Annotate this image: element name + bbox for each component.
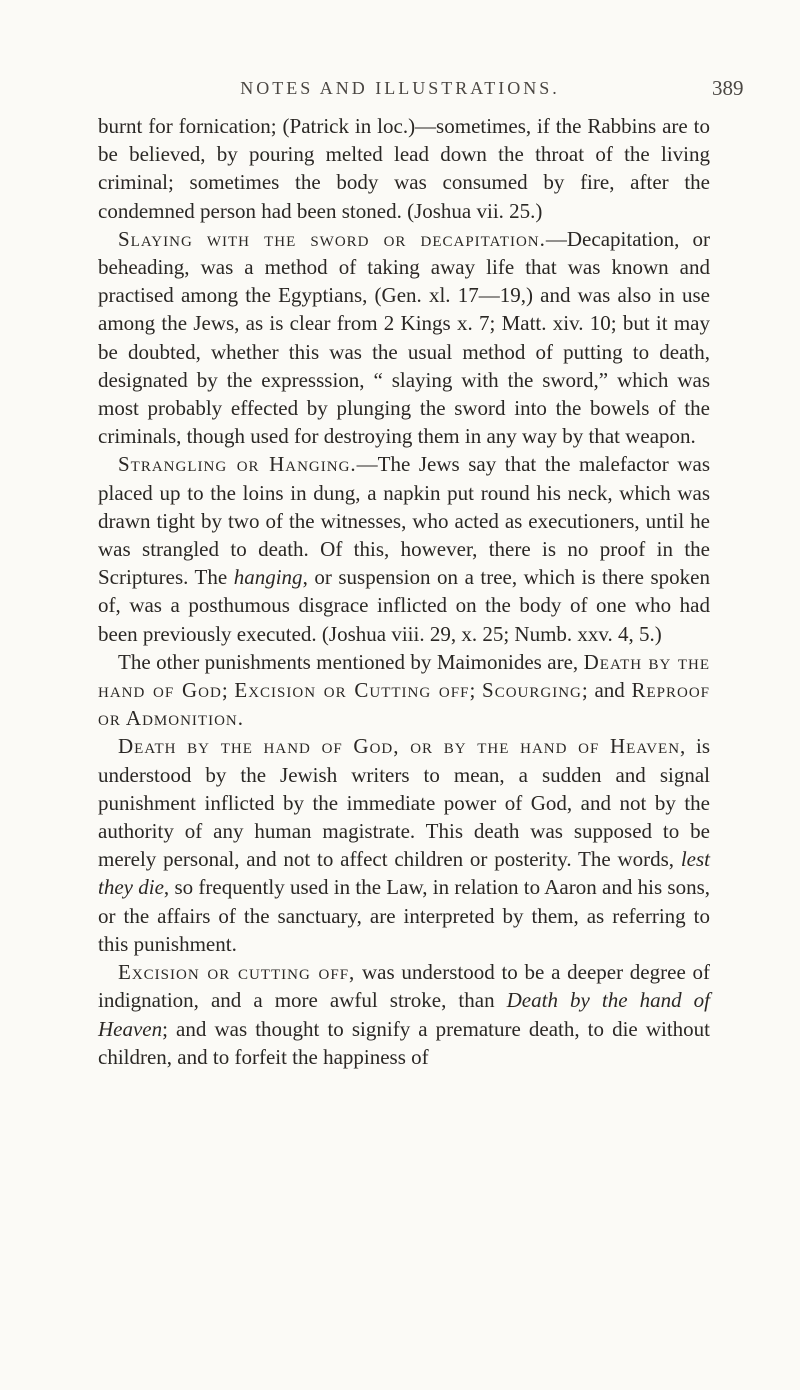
punishment-excision: Excision or Cutting off <box>234 678 470 703</box>
punishment-death-by-god: Death by the hand of God <box>98 649 710 703</box>
italic-lest-they-die: lest they die <box>98 847 710 900</box>
list-separator: ; <box>221 678 235 703</box>
paragraph-strangling-text-b: , or suspension on a tree, which is there spoken of, was a posthumous disgrace inflicted on the body of one who had been previously executed. (Joshua viii. 29, x. 25; Numb. xxv. 4, 5.) <box>98 565 710 646</box>
section-heading-death-by-god: Death by the hand of God, or by the hand of Heaven, <box>118 734 687 759</box>
section-heading-strangling: Strangling or Hanging. <box>118 452 357 477</box>
page-body <box>98 112 710 1071</box>
page-number: 389 <box>712 76 744 100</box>
paragraph-decapitation <box>98 225 710 451</box>
italic-hanging: hanging <box>233 565 303 590</box>
list-separator: ; <box>469 678 483 703</box>
paragraph-excision-text-a: was understood to be a deeper degree of indignation, and a more awful stroke, than <box>98 960 710 1013</box>
paragraph-death-by-god <box>98 732 710 958</box>
paragraph-excision <box>98 958 710 1071</box>
other-punishments-intro: The other punishments mentioned by Maimonides are, <box>118 649 579 674</box>
paragraph-burning: burnt for fornication; (Patrick in loc.)—sometimes, if the Rabbins are to be believed, by pouring melted lead down the throat of the living criminal; sometimes the body was consumed by fire, after the condemned person had been stoned. (Joshua vii. 25.) <box>98 114 710 223</box>
italic-death-by-hand-of-heaven: Death by the hand of Heaven <box>98 988 710 1041</box>
punishment-scourging: Scourging <box>482 678 582 703</box>
section-heading-decapitation: Slaying with the sword or decapitation. <box>118 226 546 251</box>
paragraph-excision-text-b: ; and was thought to signify a premature death, to die without children, and to forfeit the happiness of <box>98 1016 710 1069</box>
paragraph-death-by-god-text-a: is understood by the Jewish writers to mean, a sudden and signal punishment inflicted by the immediate power of God, and not by the authority of any human magistrate. This death was supposed to be merely personal, and not to affect children or posterity. The words, <box>98 734 710 872</box>
section-heading-excision: Excision or cutting off, <box>118 960 356 985</box>
list-separator: ; and <box>581 678 632 703</box>
paragraph-decapitation-text: —Decapitation, or beheading, was a method of taking away life that was known and practised among the Egyptians, (Gen. xl. 17—19,) and was also in use among the Jews, as is clear from 2 Kings x. 7; Matt. xiv. 10; but it may be doubted, whether this was the usual method of putting to death, designated by the expresssion, “ slaying with the sword,” which was most probably effected by plunging the sword into the bowels of the criminals, though used for destroying them in any way by that weapon. <box>98 226 711 449</box>
paragraph-other-punishments <box>98 648 710 733</box>
running-head: NOTES AND ILLUSTRATIONS. <box>240 78 560 98</box>
paragraph-death-by-god-text-b: , so frequently used in the Law, in relation to Aaron and his sons, or the affairs of the sanctuary, are interpreted by them, as referring to this punishment. <box>98 875 711 956</box>
paragraph-strangling-text-a: —The Jews say that the malefactor was placed up to the loins in dung, a napkin put round his neck, which was drawn tight by two of the witnesses, who acted as executioners, until he was strangled to death. Of this, however, there is no proof in the Scriptures. The <box>98 452 710 590</box>
list-end: . <box>237 706 243 731</box>
paragraph-strangling <box>98 450 710 647</box>
punishment-reproof: Reproof or Admonition <box>98 678 711 731</box>
